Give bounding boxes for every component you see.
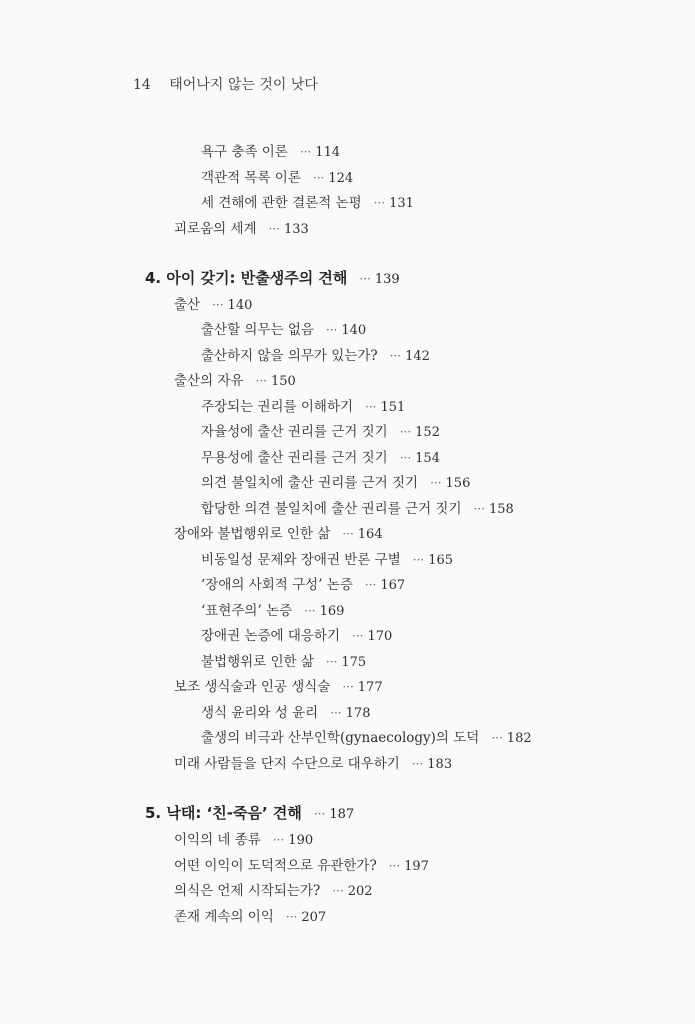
toc-entry-page: 170 [367,629,393,644]
leader-dots: ··· [332,884,344,898]
toc-entry-title: 출산의 자유 [174,373,244,389]
toc-entry [201,551,453,570]
toc-entry [174,755,452,774]
toc-entry-page: 167 [380,578,406,593]
toc-entry [201,143,340,162]
toc-entry-title: 의식은 언제 시작되는가? [174,883,321,899]
leader-dots: ··· [330,706,342,720]
toc-entry-title: ‘표현주의’ 논증 [201,603,293,619]
toc-entry-page: 158 [488,502,514,517]
toc-entry-page: 142 [405,349,430,364]
toc-entry-title: 욕구 충족 이론 [201,144,288,160]
toc-entry-title: 무용성에 출산 권리를 근거 짓기 [201,450,388,466]
page-number: 14 [133,77,151,93]
toc-entry [201,627,392,646]
leader-dots: ··· [212,298,224,312]
toc-entry [201,347,430,366]
toc-entry-page: 140 [341,323,367,338]
toc-entry-title: 객관적 목록 이론 [201,170,301,186]
toc-entry-page: 164 [357,527,383,542]
leader-dots: ··· [389,349,402,363]
toc-entry-title: ‘장애의 사회적 구성’ 논증 [201,577,353,593]
toc-entry [201,602,344,621]
toc-entry-page: 156 [445,476,471,491]
toc-entry [201,423,440,442]
toc-entry-page: 178 [345,706,371,721]
toc-entry [201,398,405,417]
toc-entry-page: 151 [380,400,406,415]
chapter-4-heading [145,268,400,290]
toc-entry-page: 114 [315,145,341,160]
toc-entry [174,908,326,927]
chapter-title: 4. 아이 갖기: 반출생주의 견해 [145,269,348,287]
toc-entry [201,500,514,519]
toc-entry-title: 세 견해에 관한 결론적 논평 [201,195,362,211]
toc-entry-title: 괴로움의 세계 [174,221,257,237]
toc-entry-page: 154 [415,451,440,466]
leader-dots: ··· [268,222,280,236]
toc-entry [174,372,296,391]
leader-dots: ··· [365,400,377,414]
leader-dots: ··· [491,731,503,745]
toc-entry [174,296,252,315]
book-title: 태어나지 않는 것이 낫다 [169,77,318,93]
running-header [133,74,318,94]
toc-entry-title: 장애와 불법행위로 인한 삶 [174,526,331,542]
leader-dots: ··· [430,476,442,490]
leader-dots: ··· [304,604,316,618]
toc-entry-page: 124 [328,171,354,186]
chapter-page: 187 [329,807,355,822]
toc-entry-title: 출산 [174,297,201,313]
chapter-page: 139 [374,272,400,287]
toc-entry-title: 어떤 이익이 도덕적으로 유관한가? [174,858,377,874]
chapter-5-heading [145,803,354,825]
toc-entry-title: 이익의 네 종류 [174,832,261,848]
leader-dots: ··· [473,502,485,516]
leader-dots: ··· [255,374,267,388]
toc-entry-page: 190 [288,833,314,848]
leader-dots: ··· [272,833,285,847]
toc-entry-page: 207 [301,910,327,925]
leader-dots: ··· [388,859,401,873]
toc-entry-title: 장애권 논증에 대응하기 [201,628,340,644]
toc-entry-page: 169 [319,604,345,619]
toc-entry-title: 생식 윤리와 성 윤리 [201,705,319,721]
toc-entry [201,321,366,340]
leader-dots: ··· [412,553,425,567]
leader-dots: ··· [373,196,386,210]
toc-entry-page: 131 [389,196,414,211]
leader-dots: ··· [342,527,354,541]
leader-dots: ··· [299,145,312,159]
toc-entry-page: 197 [404,859,429,874]
toc-entry-page: 150 [270,374,296,389]
leader-dots: ··· [399,425,412,439]
toc-entry-page: 152 [415,425,440,440]
toc-entry-page: 165 [428,553,454,568]
toc-entry-page: 175 [341,655,367,670]
toc-entry [174,525,383,544]
toc-entry-page: 140 [227,298,253,313]
leader-dots: ··· [325,323,338,337]
toc-entry [201,653,366,672]
toc-entry [174,882,373,901]
leader-dots: ··· [285,910,298,924]
toc-entry [201,449,440,468]
toc-entry-title: 존재 계속의 이익 [174,909,274,925]
toc-entry [201,169,353,188]
leader-dots: ··· [312,171,325,185]
toc-entry-page: 183 [427,757,453,772]
leader-dots: ··· [342,680,354,694]
toc-entry-title: 출산할 의무는 없음 [201,322,314,338]
toc-entry-page: 182 [506,731,532,746]
toc-entry [201,576,405,595]
toc-entry [174,678,383,697]
toc-entry [201,474,470,493]
toc-entry-title: 미래 사람들을 단지 수단으로 대우하기 [174,756,400,772]
toc-entry [201,704,370,723]
toc-entry-title: 자율성에 출산 권리를 근거 짓기 [201,424,388,440]
toc-entry-title: 합당한 의견 불일치에 출산 권리를 근거 짓기 [201,501,462,517]
toc-entry-title: 비동일성 문제와 장애권 반론 구별 [201,552,401,568]
leader-dots: ··· [352,629,364,643]
leader-dots: ··· [325,655,338,669]
toc-entry [201,729,532,748]
toc-entry-title: 주장되는 권리를 이해하기 [201,399,354,415]
toc-entry-title: 출산하지 않을 의무가 있는가? [201,348,378,364]
toc-entry [174,831,313,850]
toc-entry-title: 보조 생식술과 인공 생식술 [174,679,331,695]
toc-entry [174,857,429,876]
toc-entry [174,220,309,239]
leader-dots: ··· [313,807,326,821]
chapter-title: 5. 낙태: ‘친-죽음’ 견해 [145,804,302,822]
leader-dots: ··· [364,578,377,592]
leader-dots: ··· [399,451,412,465]
toc-entry-page: 133 [284,222,309,237]
toc-entry-page: 177 [357,680,383,695]
toc-entry-title: 출생의 비극과 산부인학(gynaecology)의 도덕 [201,730,480,746]
toc-entry-title: 의견 불일치에 출산 권리를 근거 짓기 [201,475,419,491]
toc-entry [201,194,414,213]
toc-entry-page: 202 [347,884,373,899]
leader-dots: ··· [359,272,371,286]
leader-dots: ··· [411,757,424,771]
toc-entry-title: 불법행위로 인한 삶 [201,654,314,670]
